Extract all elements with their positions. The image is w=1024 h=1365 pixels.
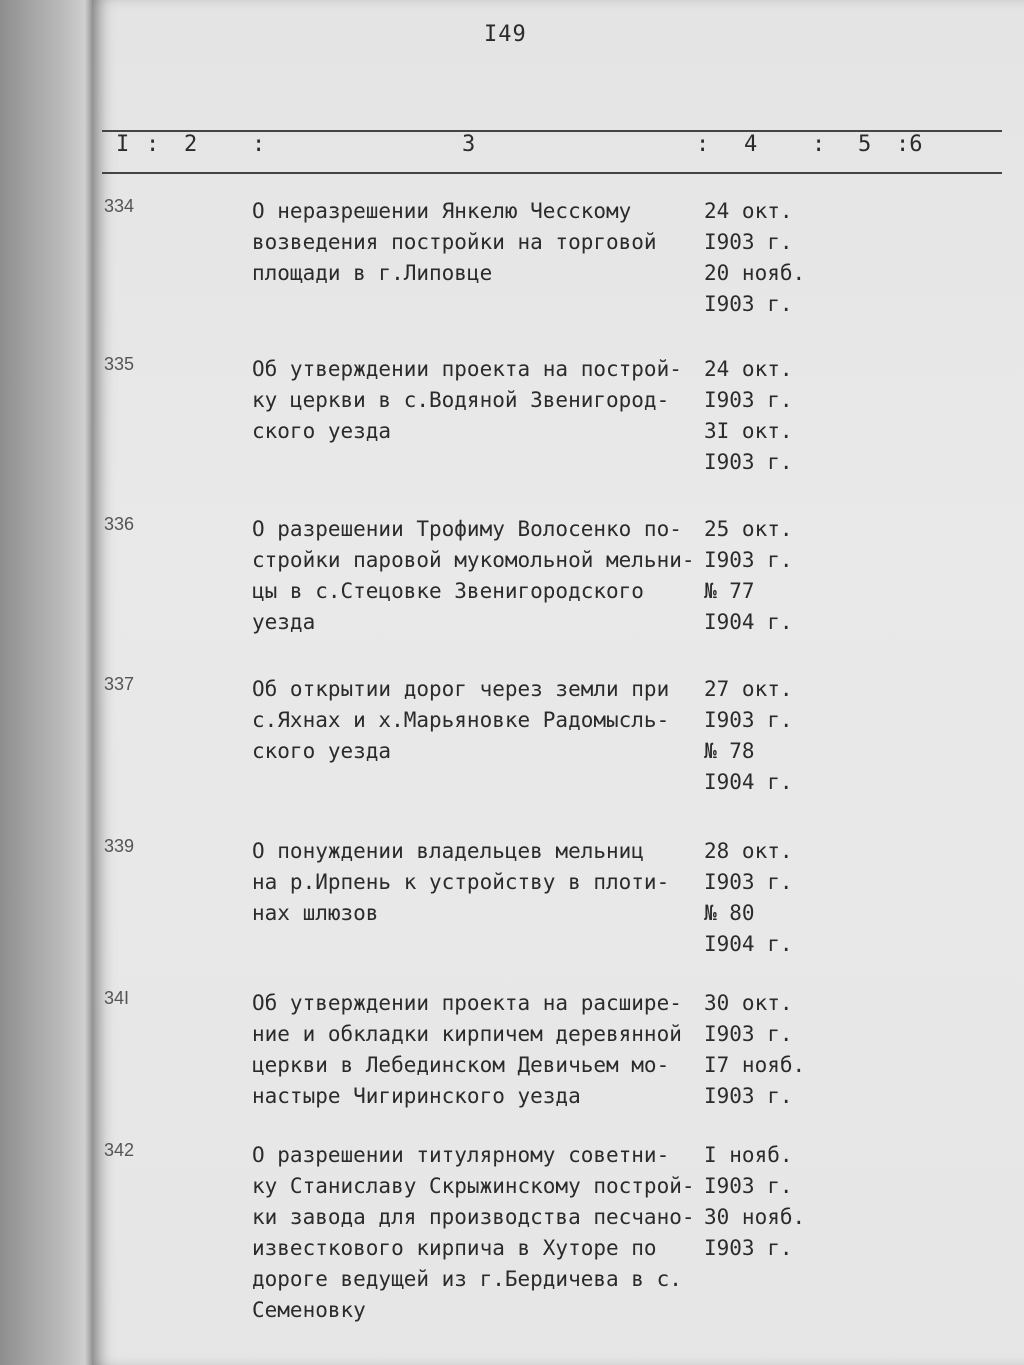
document-page bbox=[92, 0, 1024, 1365]
column-header-6: :6 bbox=[896, 132, 923, 157]
entry-number: 342 bbox=[104, 1140, 135, 1160]
column-header-2: 2 bbox=[184, 132, 198, 157]
column-header-4: 4 bbox=[744, 132, 758, 157]
binder-edge bbox=[0, 0, 100, 1365]
entry-dates: 24 окт. I903 г. 20 нояб. I903 г. bbox=[704, 199, 806, 316]
entry-dates: 24 окт. I903 г. 3I окт. I903 г. bbox=[704, 357, 793, 474]
entry-dates: 27 окт. I903 г. № 78 I904 г. bbox=[704, 677, 793, 794]
entry-number: 335 bbox=[104, 354, 135, 374]
column-separator: : bbox=[812, 132, 826, 157]
entry-dates: I нояб. I903 г. 30 нояб. I903 г. bbox=[704, 1143, 806, 1260]
header-rule-bottom bbox=[102, 172, 1002, 174]
entry-dates: 28 окт. I903 г. № 80 I904 г. bbox=[704, 839, 793, 956]
entry-number: 337 bbox=[104, 674, 135, 694]
entry-number: 339 bbox=[104, 836, 135, 856]
entry-dates: 30 окт. I903 г. I7 нояб. I903 г. bbox=[704, 991, 806, 1108]
column-separator: : bbox=[696, 132, 710, 157]
entry-number: 334 bbox=[104, 196, 135, 216]
entry-dates: 25 окт. I903 г. № 77 I904 г. bbox=[704, 517, 793, 634]
column-header-5: 5 bbox=[858, 132, 872, 157]
entry-description: Об открытии дорог через земли при с.Яхнах и х.Марьяновке Радомысль- ского уезда bbox=[252, 677, 670, 763]
column-header-1: I bbox=[116, 132, 130, 157]
entry-description: Об утверждении проекта на расшире- ние и обкладки кирпичем деревянной церкви в Лебединском Девичьем мо- настыре Чигиринского уезда bbox=[252, 991, 682, 1108]
entry-description: О понуждении владельцев мельниц на р.Ирпень к устройству в плоти- нах шлюзов bbox=[252, 839, 670, 925]
column-header-3: 3 bbox=[462, 132, 476, 157]
entry-description: О разрешении титулярному советни- ку Станиславу Скрыжинскому построй- ки завода для производства песчано- известкового кирпича в Хуторе по дороге ведущей из г.Бердичева в с. Семеновку bbox=[252, 1143, 695, 1322]
entry-description: О неразрешении Янкелю Чесскому возведения постройки на торговой площади в г.Липовце bbox=[252, 199, 657, 285]
page-number: I49 bbox=[484, 22, 527, 47]
entry-description: Об утверждении проекта на построй- ку церкви в с.Водяной Звенигород- ского уезда bbox=[252, 357, 682, 443]
entry-number: 336 bbox=[104, 514, 135, 534]
entry-number: 34I bbox=[104, 988, 130, 1008]
entry-description: О разрешении Трофиму Волосенко по- стройки паровой мукомольной мельни- цы в с.Стецовке Звенигородского уезда bbox=[252, 517, 695, 634]
column-separator: : bbox=[146, 132, 160, 157]
column-separator: : bbox=[252, 132, 266, 157]
